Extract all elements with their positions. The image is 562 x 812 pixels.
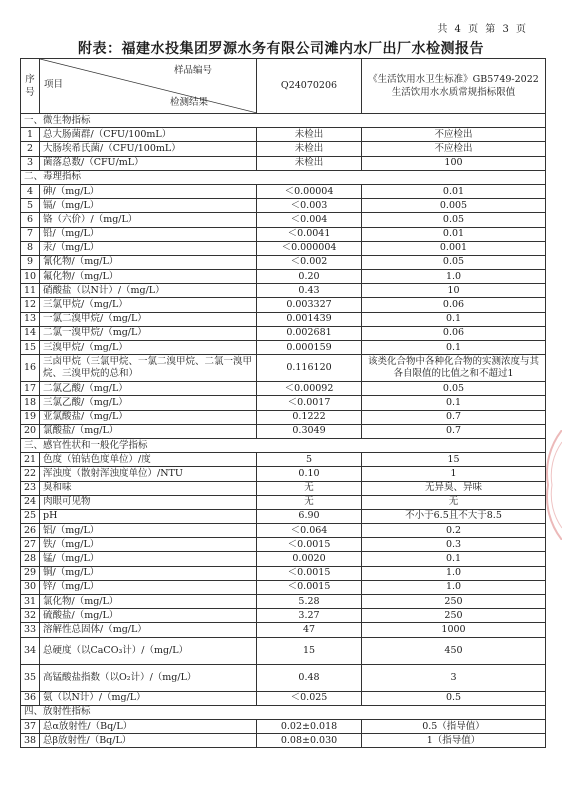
row-item: 氯化物/（mg/L） [40, 595, 257, 609]
row-number: 24 [21, 495, 40, 509]
row-item: 三氯乙酸/（mg/L） [40, 396, 257, 410]
row-item: 三氯甲烷/（mg/L） [40, 298, 257, 312]
row-limit: 1（指导值） [362, 734, 546, 748]
row-item: 一氯二溴甲烷/（mg/L） [40, 312, 257, 326]
row-result: ＜0.002 [257, 255, 362, 269]
table-row [21, 284, 546, 298]
row-result: 0.48 [257, 664, 362, 691]
row-limit: 0.5 [362, 691, 546, 705]
row-number: 15 [21, 341, 40, 355]
row-result: ＜0.0015 [257, 566, 362, 580]
row-number: 11 [21, 284, 40, 298]
table-row [21, 734, 546, 748]
row-result: 0.1222 [257, 410, 362, 424]
row-number: 38 [21, 734, 40, 748]
row-result: 47 [257, 623, 362, 637]
row-item: 氯酸盐/（mg/L） [40, 424, 257, 438]
section-title: 三、感官性状和一般化学指标 [21, 438, 546, 452]
row-number: 10 [21, 270, 40, 284]
row-result: ＜0.0041 [257, 227, 362, 241]
row-limit: 1.0 [362, 566, 546, 580]
row-limit: 250 [362, 609, 546, 623]
row-limit: 无 [362, 495, 546, 509]
row-item: 总β放射性/（Bq/L） [40, 734, 257, 748]
row-number: 23 [21, 481, 40, 495]
row-item: 总大肠菌群/（CFU/100mL） [40, 128, 257, 142]
row-limit: 0.06 [362, 298, 546, 312]
row-item: 氟化物/（mg/L） [40, 270, 257, 284]
row-result: 0.000159 [257, 341, 362, 355]
row-item: 总硬度（以CaCO₃计）/（mg/L） [40, 637, 257, 664]
row-result: 0.43 [257, 284, 362, 298]
table-row [21, 184, 546, 198]
row-number: 6 [21, 213, 40, 227]
header-sample-label: 样品编号 [173, 65, 212, 76]
row-result: 0.116120 [257, 355, 362, 382]
row-result: 0.02±0.018 [257, 719, 362, 733]
table-row [21, 691, 546, 705]
row-number: 35 [21, 664, 40, 691]
table-row [21, 424, 546, 438]
row-number: 8 [21, 241, 40, 255]
row-result: 6.90 [257, 509, 362, 523]
diagonal-line [40, 59, 257, 113]
row-result: ＜0.000004 [257, 241, 362, 255]
row-result: 5.28 [257, 595, 362, 609]
row-item: 二氯一溴甲烷/（mg/L） [40, 326, 257, 340]
table-row [21, 326, 546, 340]
table-row [21, 538, 546, 552]
row-limit: 0.05 [362, 213, 546, 227]
row-item: pH [40, 509, 257, 523]
row-item: 总α放射性/（Bq/L） [40, 719, 257, 733]
row-result: ＜0.0017 [257, 396, 362, 410]
header-limit: 《生活饮用水卫生标准》GB5749-2022 生活饮用水水质常规指标限值 [362, 59, 546, 114]
row-result: ＜0.004 [257, 213, 362, 227]
row-item: 铅/（mg/L） [40, 227, 257, 241]
table-row [21, 227, 546, 241]
row-number: 33 [21, 623, 40, 637]
row-item: 氨（以N计）/（mg/L） [40, 691, 257, 705]
row-number: 27 [21, 538, 40, 552]
row-limit: 0.001 [362, 241, 546, 255]
row-item: 亚氯酸盐/（mg/L） [40, 410, 257, 424]
table-row [21, 552, 546, 566]
row-limit: 不应检出 [362, 142, 546, 156]
row-limit: 0.06 [362, 326, 546, 340]
row-limit: 不小于6.5且不大于8.5 [362, 509, 546, 523]
row-item: 铬（六价）/（mg/L） [40, 213, 257, 227]
report-title: 附表：福建水投集团罗源水务有限公司滩内水厂出厂水检测报告 [78, 41, 484, 57]
table-row [21, 509, 546, 523]
row-limit: 1000 [362, 623, 546, 637]
table-row [21, 255, 546, 269]
table-row [21, 270, 546, 284]
row-number: 13 [21, 312, 40, 326]
table-row [21, 382, 546, 396]
row-limit: 10 [362, 284, 546, 298]
table-row [21, 341, 546, 355]
table-row [21, 213, 546, 227]
row-limit: 0.05 [362, 255, 546, 269]
row-limit: 0.7 [362, 424, 546, 438]
table-row [21, 595, 546, 609]
row-number: 1 [21, 128, 40, 142]
row-number: 25 [21, 509, 40, 523]
row-result: 无 [257, 495, 362, 509]
row-item: 三卤甲烷（三氯甲烷、一氯二溴甲烷、二氯一溴甲烷、三溴甲烷的总和） [40, 355, 257, 382]
table-row [21, 199, 546, 213]
table-row [21, 410, 546, 424]
section-row [21, 170, 546, 184]
row-limit: 不应检出 [362, 128, 546, 142]
table-row [21, 495, 546, 509]
table-row [21, 128, 546, 142]
row-number: 14 [21, 326, 40, 340]
row-result: 未检出 [257, 156, 362, 170]
report-table [20, 58, 546, 748]
row-limit: 0.1 [362, 552, 546, 566]
row-number: 37 [21, 719, 40, 733]
table-row [21, 312, 546, 326]
row-number: 36 [21, 691, 40, 705]
row-result: 无 [257, 481, 362, 495]
table-row [21, 453, 546, 467]
row-number: 28 [21, 552, 40, 566]
section-title: 一、微生物指标 [21, 114, 546, 128]
row-result: ＜0.00092 [257, 382, 362, 396]
header-row [21, 59, 546, 114]
row-number: 3 [21, 156, 40, 170]
row-number: 2 [21, 142, 40, 156]
row-result: 0.3049 [257, 424, 362, 438]
row-limit: 3 [362, 664, 546, 691]
row-number: 16 [21, 355, 40, 382]
row-result: ＜0.064 [257, 524, 362, 538]
row-limit: 该类化合物中各种化合物的实测浓度与其各自限值的比值之和不超过1 [362, 355, 546, 382]
header-no: 序号 [21, 59, 40, 114]
row-limit: 0.1 [362, 396, 546, 410]
row-number: 32 [21, 609, 40, 623]
row-number: 9 [21, 255, 40, 269]
row-item: 高锰酸盐指数（以O₂计）/（mg/L） [40, 664, 257, 691]
row-result: ＜0.0015 [257, 580, 362, 594]
row-result: 3.27 [257, 609, 362, 623]
row-number: 19 [21, 410, 40, 424]
row-limit: 0.01 [362, 184, 546, 198]
table-row [21, 524, 546, 538]
section-title: 四、放射性指标 [21, 705, 546, 719]
row-item: 溶解性总固体/（mg/L） [40, 623, 257, 637]
row-result: 0.0020 [257, 552, 362, 566]
row-item: 铜/（mg/L） [40, 566, 257, 580]
header-sample-id: Q24070206 [257, 59, 362, 114]
row-item: 三溴甲烷/（mg/L） [40, 341, 257, 355]
row-limit: 无异臭、异味 [362, 481, 546, 495]
table-row [21, 467, 546, 481]
table-row [21, 156, 546, 170]
row-item: 硫酸盐/（mg/L） [40, 609, 257, 623]
row-number: 22 [21, 467, 40, 481]
row-result: 0.002681 [257, 326, 362, 340]
row-result: 0.10 [257, 467, 362, 481]
row-limit: 100 [362, 156, 546, 170]
row-item: 镉/（mg/L） [40, 199, 257, 213]
row-limit: 0.05 [362, 382, 546, 396]
row-number: 4 [21, 184, 40, 198]
row-number: 20 [21, 424, 40, 438]
row-result: 0.001439 [257, 312, 362, 326]
row-number: 29 [21, 566, 40, 580]
table-row [21, 637, 546, 664]
table-row [21, 580, 546, 594]
row-result: 未检出 [257, 128, 362, 142]
table-row [21, 719, 546, 733]
section-row [21, 114, 546, 128]
row-limit: 250 [362, 595, 546, 609]
row-item: 砷/（mg/L） [40, 184, 257, 198]
row-limit: 0.7 [362, 410, 546, 424]
row-result: 15 [257, 637, 362, 664]
row-limit: 0.2 [362, 524, 546, 538]
row-result: 0.20 [257, 270, 362, 284]
table-row [21, 664, 546, 691]
section-title: 二、毒理指标 [21, 170, 546, 184]
table-row [21, 241, 546, 255]
table-row [21, 623, 546, 637]
row-number: 21 [21, 453, 40, 467]
row-item: 硝酸盐（以N计）/（mg/L） [40, 284, 257, 298]
row-limit: 450 [362, 637, 546, 664]
section-row [21, 438, 546, 452]
page-info: 共 4 页 第 3 页 [437, 24, 526, 35]
row-number: 7 [21, 227, 40, 241]
row-item: 锌/（mg/L） [40, 580, 257, 594]
row-item: 氰化物/（mg/L） [40, 255, 257, 269]
row-item: 锰/（mg/L） [40, 552, 257, 566]
row-result: 5 [257, 453, 362, 467]
row-number: 18 [21, 396, 40, 410]
row-limit: 1.0 [362, 580, 546, 594]
row-item: 臭和味 [40, 481, 257, 495]
table-row [21, 396, 546, 410]
row-limit: 1 [362, 467, 546, 481]
row-result: 未检出 [257, 142, 362, 156]
row-limit: 0.1 [362, 341, 546, 355]
table-row [21, 355, 546, 382]
header-result-label: 检测结果 [169, 97, 208, 108]
row-result: ＜0.003 [257, 199, 362, 213]
row-item: 铝/（mg/L） [40, 524, 257, 538]
header-diagonal-cell [40, 59, 257, 114]
table-row [21, 481, 546, 495]
row-number: 31 [21, 595, 40, 609]
row-result: ＜0.025 [257, 691, 362, 705]
row-number: 26 [21, 524, 40, 538]
table-row [21, 142, 546, 156]
row-limit: 0.1 [362, 312, 546, 326]
row-limit: 0.3 [362, 538, 546, 552]
row-item: 二氯乙酸/（mg/L） [40, 382, 257, 396]
row-item: 铁/（mg/L） [40, 538, 257, 552]
row-result: 0.08±0.030 [257, 734, 362, 748]
row-number: 17 [21, 382, 40, 396]
header-item-label: 项目 [44, 79, 64, 90]
table-row [21, 609, 546, 623]
row-item: 肉眼可见物 [40, 495, 257, 509]
row-limit: 15 [362, 453, 546, 467]
row-item: 浑浊度（散射浑浊度单位）/NTU [40, 467, 257, 481]
row-number: 12 [21, 298, 40, 312]
row-result: ＜0.0015 [257, 538, 362, 552]
row-item: 汞/（mg/L） [40, 241, 257, 255]
row-number: 30 [21, 580, 40, 594]
seal-stamp [540, 430, 562, 540]
row-result: ＜0.00004 [257, 184, 362, 198]
row-limit: 0.5（指导值） [362, 719, 546, 733]
row-number: 34 [21, 637, 40, 664]
row-item: 菌落总数/（CFU/mL） [40, 156, 257, 170]
row-limit: 1.0 [362, 270, 546, 284]
row-result: 0.003327 [257, 298, 362, 312]
row-number: 5 [21, 199, 40, 213]
row-limit: 0.01 [362, 227, 546, 241]
row-item: 大肠埃希氏菌/（CFU/100mL） [40, 142, 257, 156]
table-row [21, 298, 546, 312]
section-row [21, 705, 546, 719]
row-limit: 0.005 [362, 199, 546, 213]
table-row [21, 566, 546, 580]
row-item: 色度（铂钴色度单位）/度 [40, 453, 257, 467]
